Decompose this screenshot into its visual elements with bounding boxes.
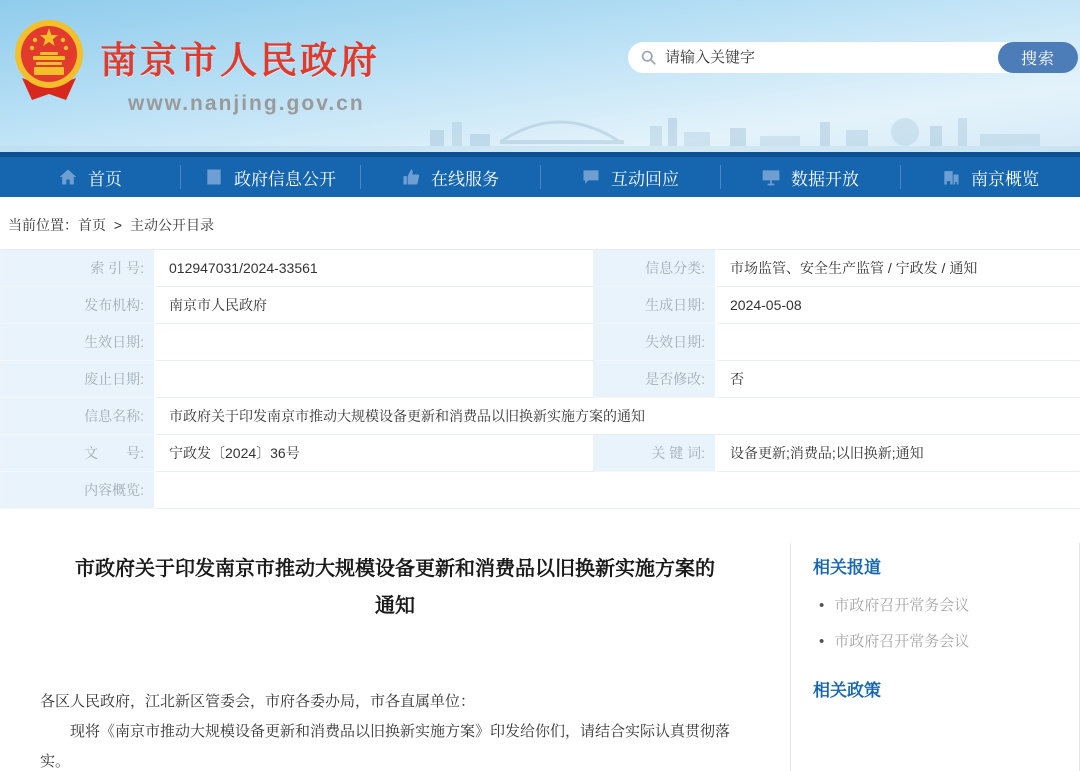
nav-item-interaction[interactable] <box>540 157 720 197</box>
nav-label: 南京概览 <box>971 169 1039 189</box>
article-title-line1: 市政府关于印发南京市推动大规模设备更新和消费品以旧换新实施方案的 <box>75 558 715 580</box>
meta-publisher-label: 发布机构: <box>1 287 156 324</box>
meta-gen-date-value: 2024-05-08 <box>717 287 1080 324</box>
breadcrumb-prefix: 当前位置： <box>8 217 78 233</box>
related-report-link[interactable]: • 市政府召开常务会议 <box>819 624 1079 660</box>
search-bar <box>628 42 1076 73</box>
meta-doc-no-value: 宁政发〔2024〕36号 <box>156 435 594 472</box>
article-title <box>40 551 750 625</box>
nav-item-home[interactable] <box>0 157 180 197</box>
site-header <box>0 0 1080 152</box>
meta-publisher-value: 南京市人民政府 <box>156 287 594 324</box>
related-sidebar <box>790 543 1080 771</box>
document-metadata-table <box>0 249 1080 509</box>
main-content <box>0 525 1080 771</box>
meta-category-value: 市场监管、安全生产监管 / 宁政发 / 通知 <box>717 250 1080 287</box>
meta-index-label: 索 引 号: <box>1 250 156 287</box>
main-nav <box>0 152 1080 197</box>
related-reports-title: 相关报道 <box>813 558 881 577</box>
related-report-link[interactable]: • 市政府召开常务会议 <box>819 588 1079 624</box>
meta-modified-label: 是否修改: <box>594 361 717 398</box>
meta-doc-no-label: 文 号: <box>1 435 156 472</box>
nav-label: 政府信息公开 <box>234 169 336 189</box>
meta-abolish-label: 废止日期: <box>1 361 156 398</box>
nav-label: 在线服务 <box>431 169 499 189</box>
related-reports-list <box>819 588 1079 660</box>
article-body <box>40 687 750 771</box>
brand-text <box>100 16 380 116</box>
meta-index-value: 012947031/2024-33561 <box>156 250 594 287</box>
building-icon <box>941 167 961 187</box>
meta-category-label: 信息分类: <box>594 250 717 287</box>
search-button[interactable]: 搜索 <box>998 42 1078 73</box>
breadcrumb <box>0 197 1080 249</box>
meta-keywords-value: 设备更新;消费品;以旧换新;通知 <box>717 435 1080 472</box>
breadcrumb-separator: > <box>113 217 123 233</box>
breadcrumb-home-link[interactable]: 首页 <box>78 217 106 233</box>
nav-item-online-service[interactable] <box>360 157 540 197</box>
meta-effective-value <box>156 324 594 361</box>
meta-effective-label: 生效日期: <box>1 324 156 361</box>
article-paragraph: 各区人民政府，江北新区管委会，市府各委办局，市各直属单位： <box>40 693 476 710</box>
nav-label: 首页 <box>88 169 122 189</box>
breadcrumb-current-link[interactable]: 主动公开目录 <box>129 217 214 233</box>
thumbs-up-icon <box>401 167 421 187</box>
nav-item-data-open[interactable] <box>720 157 900 197</box>
document-icon <box>204 167 224 187</box>
meta-abolish-value <box>156 361 594 398</box>
site-brand[interactable] <box>12 16 380 116</box>
article <box>0 525 790 771</box>
home-icon <box>58 167 78 187</box>
meta-expire-label: 失效日期: <box>594 324 717 361</box>
related-policies-title: 相关政策 <box>813 681 881 700</box>
nav-label: 数据开放 <box>791 169 859 189</box>
article-title-line2: 通知 <box>375 595 415 617</box>
meta-name-value: 市政府关于印发南京市推动大规模设备更新和消费品以旧换新实施方案的通知 <box>156 398 1080 435</box>
meta-name-label: 信息名称: <box>1 398 156 435</box>
site-title: 南京市人民政府 <box>100 40 380 81</box>
chat-icon <box>581 167 601 187</box>
meta-summary-value <box>156 472 1080 509</box>
nav-item-nanjing-overview[interactable] <box>900 157 1080 197</box>
search-icon <box>640 49 657 66</box>
meta-summary-label: 内容概览: <box>1 472 156 509</box>
meta-modified-value: 否 <box>717 361 1080 398</box>
nav-label: 互动回应 <box>611 169 679 189</box>
meta-expire-value <box>717 324 1080 361</box>
monitor-icon <box>761 167 781 187</box>
nav-item-gov-info[interactable] <box>180 157 360 197</box>
article-paragraph: 现将《南京市推动大规模设备更新和消费品以旧换新实施方案》印发给你们，请结合实际认真贯彻落实。 <box>40 723 731 770</box>
national-emblem-logo <box>12 16 86 108</box>
meta-keywords-label: 关 键 词: <box>594 435 717 472</box>
meta-gen-date-label: 生成日期: <box>594 287 717 324</box>
site-url: www.nanjing.gov.cn <box>128 92 365 115</box>
